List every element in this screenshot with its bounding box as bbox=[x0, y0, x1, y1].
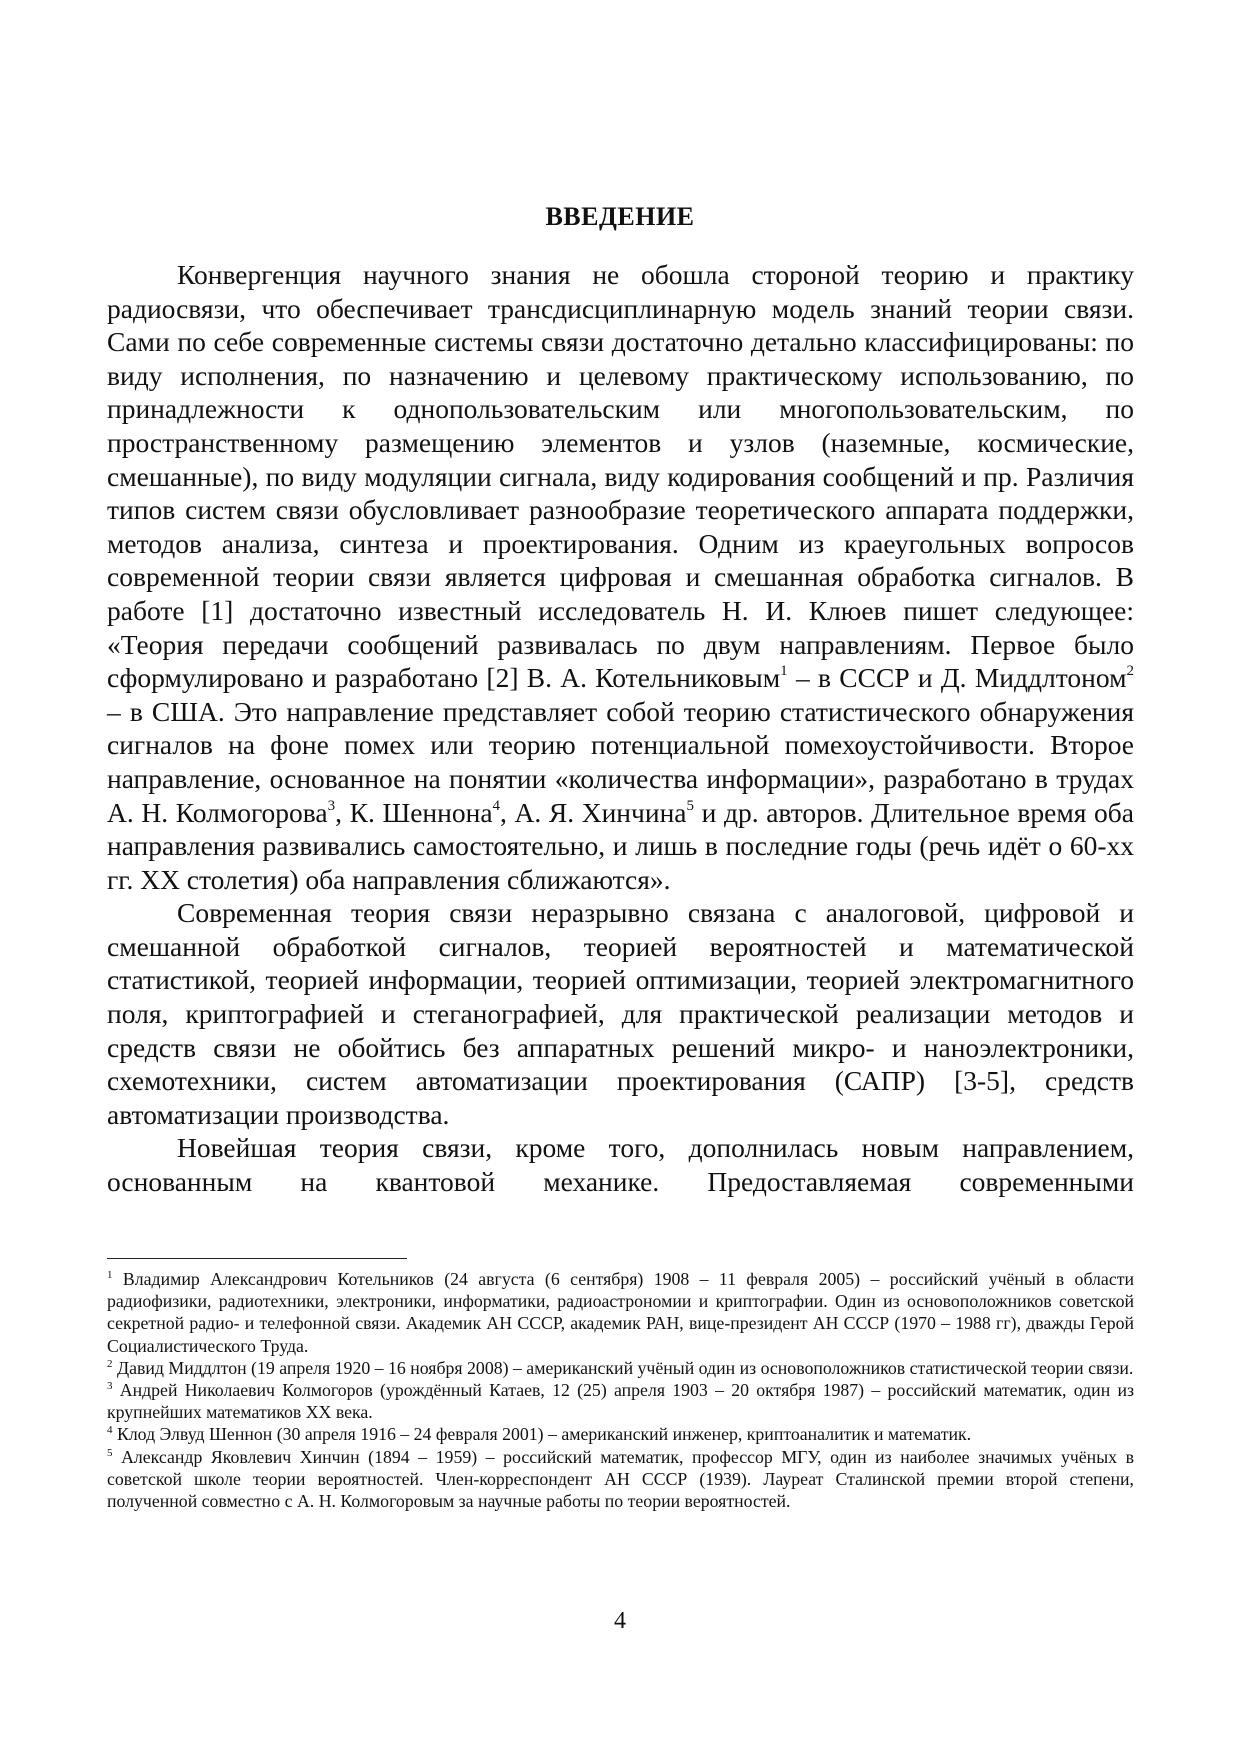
main-text bbox=[107, 258, 1134, 1199]
paragraph-1-text-e: , А. Я. Хинчина bbox=[500, 796, 687, 828]
footnote-5 bbox=[107, 1446, 1134, 1513]
footnotes bbox=[107, 1268, 1134, 1512]
paragraph-1-text-d: , К. Шеннона bbox=[335, 796, 493, 828]
footnote-ref-4: 4 bbox=[492, 797, 501, 814]
footnote-ref-3: 3 bbox=[327, 797, 336, 814]
footnote-ref-5: 5 bbox=[686, 797, 694, 814]
footnote-separator bbox=[107, 1258, 407, 1259]
footnote-number: 5 bbox=[107, 1446, 113, 1459]
footnote-number: 4 bbox=[107, 1424, 113, 1437]
paragraph-2: Современная теория связи неразрывно связана с аналоговой, цифровой и смешанной обработкой сигналов, теорией вероятностей и математической статистикой, теорией информации, теорией оптимизации, теорией электромагнитного поля, криптографией и стеганографией, для практической реализации методов и средств связи не обойтись без аппаратных решений микро- и наноэлектроники, схемотехники, систем автоматизации проектирования (САПР) [3-5], средств автоматизации производства. bbox=[107, 897, 1134, 1130]
paragraph-1-text-c: – в США. Это направление представляет собой теорию статистического обнаружения сигналов на фоне помех или теорию потенциальной помехоустойчивости. Второе направление, основанное на понятии «количества информации», разработано в трудах А. Н. Колмогорова bbox=[107, 695, 1134, 828]
footnote-2 bbox=[107, 1357, 1134, 1379]
footnote-ref-1: 1 bbox=[780, 663, 788, 680]
footnote-number: 3 bbox=[107, 1380, 113, 1393]
footnote-text: Давид Миддлтон (19 апреля 1920 – 16 ноября 2008) – американский учёный один из основоположников статистической теории связи. bbox=[116, 1357, 1134, 1378]
footnote-text: Владимир Александрович Котельников (24 августа (6 сентября) 1908 – 11 февраля 2005) – российский учёный в области радиофизики, радиотехники, электроники, информатики, радиоастрономии и криптографии. Один из основоположников советской секретной радио- и телефонной связи. Академик АН СССР, академик РАН, вице-президент АН СССР (1970 – 1988 гг), дважды Герой Социалистического Труда. bbox=[107, 1269, 1134, 1356]
page-number: 4 bbox=[614, 1608, 626, 1634]
footnote-text: Андрей Николаевич Колмогоров (урождённый Катаев, 12 (25) апреля 1903 – 20 октября 1987) – российский математик, один из крупнейших математиков XX века. bbox=[107, 1380, 1135, 1423]
paragraph-1-text-f: и др. авторов. Длительное время оба направления развивались самостоятельно, и лишь в последние годы (речь идёт о 60-хх гг. XX столетия) оба направления сближаются». bbox=[107, 796, 1134, 895]
paragraph-1 bbox=[107, 258, 1134, 896]
footnote-number: 2 bbox=[107, 1357, 113, 1370]
footnote-text: Александр Яковлевич Хинчин (1894 – 1959) – российский математик, профессор МГУ, один из наиболее значимых учёных в советской школе теории вероятностей. Член-корреспондент АН СССР (1939). Лауреат Сталинской премии второй степени, полученной совместно с А. Н. Колмогоровым за научные работы по теории вероятностей. bbox=[107, 1446, 1134, 1512]
footnote-number: 1 bbox=[107, 1269, 113, 1281]
page-title: ВВЕДЕНИЕ bbox=[545, 202, 695, 231]
footnote-4 bbox=[107, 1423, 1134, 1445]
paragraph-3: Новейшая теория связи, кроме того, дополнилась новым направлением, основанным на квантовой механике. Предоставляемая современными bbox=[107, 1132, 1134, 1198]
paragraph-1-text-b: – в СССР и Д. Миддлтоном bbox=[787, 662, 1127, 694]
footnote-1 bbox=[107, 1268, 1134, 1357]
footnote-text: Клод Элвуд Шеннон (30 апреля 1916 – 24 февраля 2001) – американский инженер, криптоаналитик и математик. bbox=[116, 1424, 972, 1445]
paragraph-1-text-a: Конвергенция научного знания не обошла стороной теорию и практику радиосвязи, что обеспечивает трансдисциплинарную модель знаний теории связи. Сами по себе современные системы связи достаточно детально классифицированы: по виду исполнения, по назначению и целевому практическому использованию, по принадлежности к однопользовательским или многопользовательским, по пространственному размещению элементов и узлов (наземные, космические, смешанные), по виду модуляции сигнала, виду кодирования сообщений и пр. Различия типов систем связи обусловливает разнообразие теоретического аппарата поддержки, методов анализа, синтеза и проектирования. Одним из краеугольных вопросов современной теории связи является цифровая и смешанная обработка сигналов. В работе [1] достаточно известный исследователь Н. И. Клюев пишет следующее: «Теория передачи сообщений развивалась по двум направлениям. Первое было сформулировано и разработано [2] В. А. Котельниковым bbox=[107, 259, 1134, 694]
footnote-ref-2: 2 bbox=[1126, 663, 1134, 680]
footnote-3 bbox=[107, 1379, 1134, 1423]
